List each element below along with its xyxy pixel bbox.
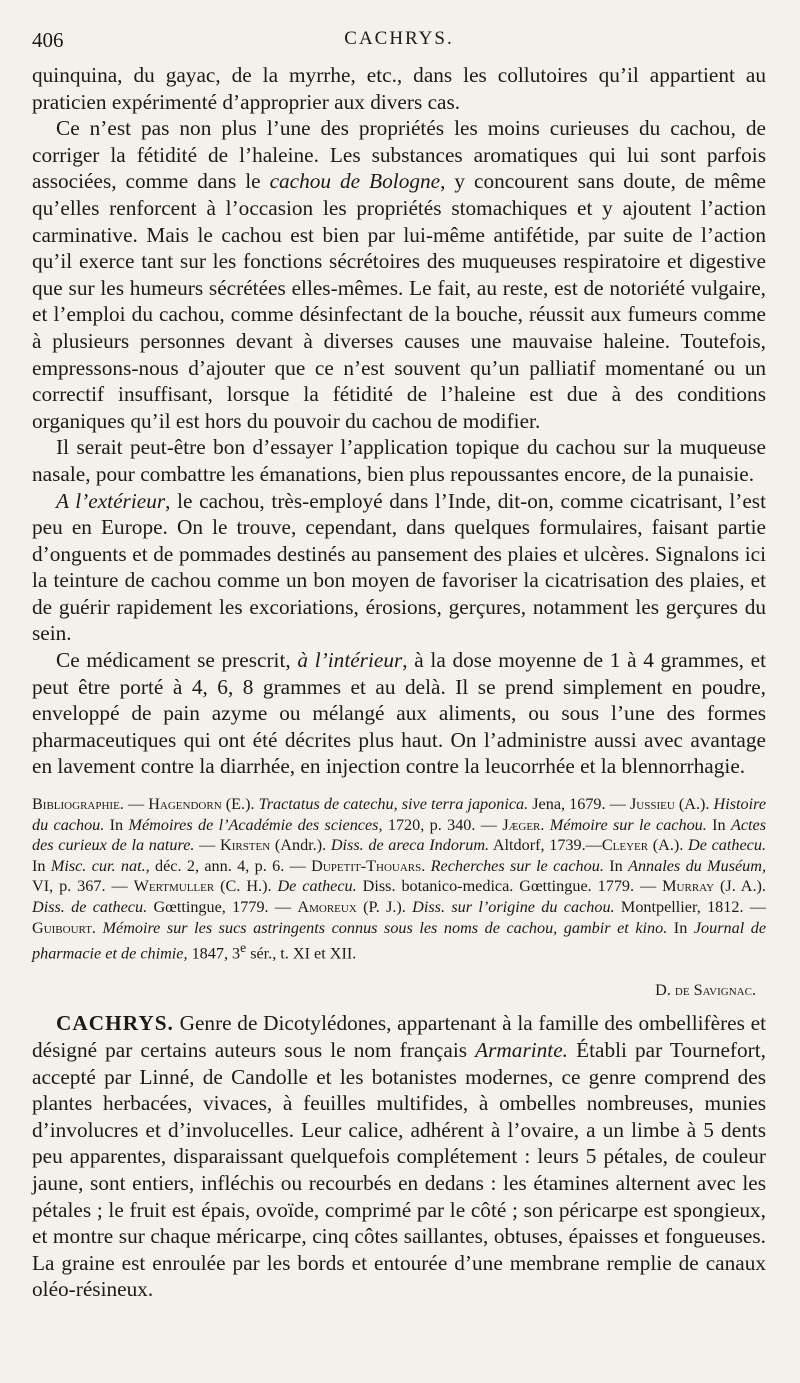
bibliography-author: Dupetit-Thouars. xyxy=(311,856,426,875)
bibliography-title: Diss. sur l’origine du cachou. xyxy=(412,898,615,916)
entry-cachrys xyxy=(32,1010,766,1303)
entry-headword: CACHRYS. xyxy=(56,1011,174,1036)
italic-term: A l’extérieur xyxy=(56,488,166,513)
bibliography-author: Wertmuller xyxy=(133,877,215,896)
bibliography-title: Misc. cur. nat., xyxy=(50,856,150,875)
bibliography-title: De cathecu. xyxy=(688,836,766,855)
bibliography-author: Amoreux xyxy=(297,898,357,916)
bibliography-author: Jæger. xyxy=(502,815,545,834)
running-head xyxy=(32,26,766,62)
italic-term: Armarinte. xyxy=(475,1037,568,1062)
bibliography-text: (P. J.). xyxy=(356,898,413,916)
bibliography-title: Annales du Muséum, xyxy=(628,856,767,875)
bibliography-text: In xyxy=(104,815,129,834)
bibliography-text: (C. H.). xyxy=(214,877,278,896)
bibliography-text: (Andr.). xyxy=(270,836,331,855)
bibliography-title: Diss. de areca Indorum. xyxy=(330,836,490,855)
bibliography-text: Diss. botanico-medica. Gœttingue. 1779. — xyxy=(356,877,663,896)
bibliography-author: Murray xyxy=(662,877,715,896)
bibliography xyxy=(32,794,766,964)
bibliography-title: Mémoire sur les sucs astringents connus sous les noms de cachou, gambir et kino. xyxy=(102,918,668,937)
bibliography-author: Guibourt. xyxy=(32,918,96,937)
bibliography-title: Actes des curieux de la nature. xyxy=(32,815,767,855)
bibliography-text: Montpellier, 1812. — xyxy=(614,898,766,916)
bibliography-text: — xyxy=(194,836,220,855)
bibliography-title: Histoire du cachou. xyxy=(32,795,767,834)
author-name: D. de Savignac. xyxy=(655,981,756,1000)
bibliography-text: (A.). xyxy=(648,836,689,855)
paragraph-text: quinquina, du gayac, de la myrrhe, etc., dans les collutoires qu’il appartient au praticien expérimenté d’approprier aux divers cas. xyxy=(32,63,766,114)
bibliography-text: 1720, p. 340. — xyxy=(382,815,503,834)
bibliography-author: Hagendorn xyxy=(148,795,222,814)
paragraph-text: Ce médicament se prescrit, xyxy=(56,648,298,673)
entry-text: Genre de Dicotylédones, appartenant à la famille des ombellifères et désigné par certains auteurs sous le nom français xyxy=(32,1011,766,1062)
bibliography-text: déc. 2, ann. 4, p. 6. — xyxy=(149,856,312,875)
bibliography-text: (J. A.). xyxy=(714,877,766,896)
bibliography-text: 1847, 3 xyxy=(187,944,241,963)
bibliography-title: Diss. de cathecu. xyxy=(32,898,148,916)
page-number: 406 xyxy=(32,28,64,52)
bibliography-title: Mémoire sur le cachou. xyxy=(549,815,707,834)
paragraph-haleine xyxy=(32,115,766,434)
bibliography-text: VI, p. 367. — xyxy=(32,877,134,896)
entry-text: Établi par Tournefort, accepté par Linné, de Candolle et les botanistes modernes, ce genre comprend des plantes herbacées, vivaces, à feuilles multifides, à ombelles nombreuses, munies d’involucres et d’involucelles. Leur calice, adhérent à l’ovaire, a un limbe à 5 dents peu apparentes, disparaissant quelquefois complétement : leurs 5 pétales, de couleur jaune, sont entiers, infléchis ou recourbés en dedans : les étamines alternent avec les pétales ; le fruit est épais, ovoïde, comprimé par le côté ; son péricarpe est spongieux, et montre sur chaque méricarpe, cinq côtes saillantes, obtuses, épaisses et fongueuses. La graine est enroulée par les bords et entourée d’une membrane remplie de canaux oléo-résineux. xyxy=(32,1037,766,1302)
paragraph-text: , y concourent sans doute, de même qu’elles renforcent à l’occasion les propriétés stomachiques et y ajoutent l’action carminative. Mais le cachou est bien par lui-même antifétide, par suite de l’action qu’il exerce tant sur les fonctions sécrétoires des muqueuses respiratoire et digestive que sur les humeurs sécrétées elles-mêmes. Le fait, au reste, est de notoriété vulgaire, et l’emploi du cachou, comme désinfectant de la bouche, réussit aux fumeurs comme à plusieurs personnes devant à diverses causes une mauvaise haleine. Toutefois, empressons-nous d’ajouter que ce n’est souvent qu’un palliatif momentané ou un correctif insuffisant, lorsque la fétidité de l’haleine est due à des conditions organiques qu’il est hors du pouvoir du cachou de modifier. xyxy=(32,169,766,433)
bibliography-text: Altdorf, 1739.— xyxy=(489,836,602,855)
bibliography-text: Jena, 1679. — xyxy=(528,795,630,814)
paragraph-posologie xyxy=(32,647,766,780)
paragraph-text: Il serait peut-être bon d’essayer l’application topique du cachou sur la muqueuse nasale, pour combattre les émanations, bien plus repoussantes encore, de la punaisie. xyxy=(32,435,766,486)
bibliography-text: In xyxy=(603,856,629,875)
bibliography-author: Kirsten xyxy=(220,836,271,855)
bibliography-text: In xyxy=(667,918,694,937)
italic-term: à l’intérieur xyxy=(297,648,403,673)
bibliography-title: Recherches sur le cachou. xyxy=(430,856,604,875)
bibliography-title: Mémoires de l’Académie des sciences, xyxy=(128,815,383,834)
bibliography-text: sér., t. XI et XII. xyxy=(246,944,357,963)
bibliography-title: Tractatus de catechu, sive terra japonica. xyxy=(258,795,529,814)
paragraph-text: , le cachou, très-employé dans l’Inde, dit-on, comme cicatrisant, l’est peu en Europe. On le trouve, cependant, dans quelques formulaires, faisant partie d’onguents et de pommades destinés au pansement des plaies et ulcères. Signalons ici la teinture de cachou comme un bon moyen de favoriser la cicatrisation des plaies, et de guérir rapidement les excoriations, érosions, gerçures, notamment les gerçures du sein. xyxy=(32,488,766,646)
paragraph-exterieur xyxy=(32,488,766,648)
bibliography-text: — xyxy=(123,795,149,814)
author-signature xyxy=(32,980,756,1000)
running-title: CACHRYS. xyxy=(344,28,454,49)
bibliography-label: Bibliographie. xyxy=(32,795,124,814)
bibliography-text: (E.). xyxy=(221,795,259,814)
bibliography-title: Journal de pharmacie et de chimie, xyxy=(32,918,767,963)
italic-term: cachou de Bologne xyxy=(269,169,441,194)
bibliography-text: e xyxy=(240,940,247,956)
bibliography-text: Gœttingue, 1779. — xyxy=(147,898,298,916)
paragraph-punaisie xyxy=(32,434,766,487)
paragraph-collutoires xyxy=(32,62,766,115)
bibliography-text: In xyxy=(32,856,51,875)
bibliography-title: De cathecu. xyxy=(277,877,357,896)
bibliography-author: Jussieu xyxy=(629,795,675,814)
bibliography-text: (A.). xyxy=(674,795,714,814)
paragraph-text: Ce n’est pas non plus l’une des propriétés les moins curieuses du cachou, de corriger la fétidité de l’haleine. Les substances aromatiques qui lui sont parfois associées, comme dans le xyxy=(32,116,766,194)
bibliography-author: Cleyer xyxy=(601,836,649,855)
paragraph-text: , à la dose moyenne de 1 à 4 grammes, et peut être porté à 4, 6, 8 grammes et au delà. Il se prend simplement en poudre, enveloppé de pain azyme ou mélangé aux aliments, ou sous l’une des formes pharmaceutiques qui ont été décrites plus haut. On l’administre aussi avec avantage en lavement contre la diarrhée, en injection contre la leucorrhée et la blennorrhagie. xyxy=(32,648,766,779)
bibliography-text: In xyxy=(706,815,731,834)
